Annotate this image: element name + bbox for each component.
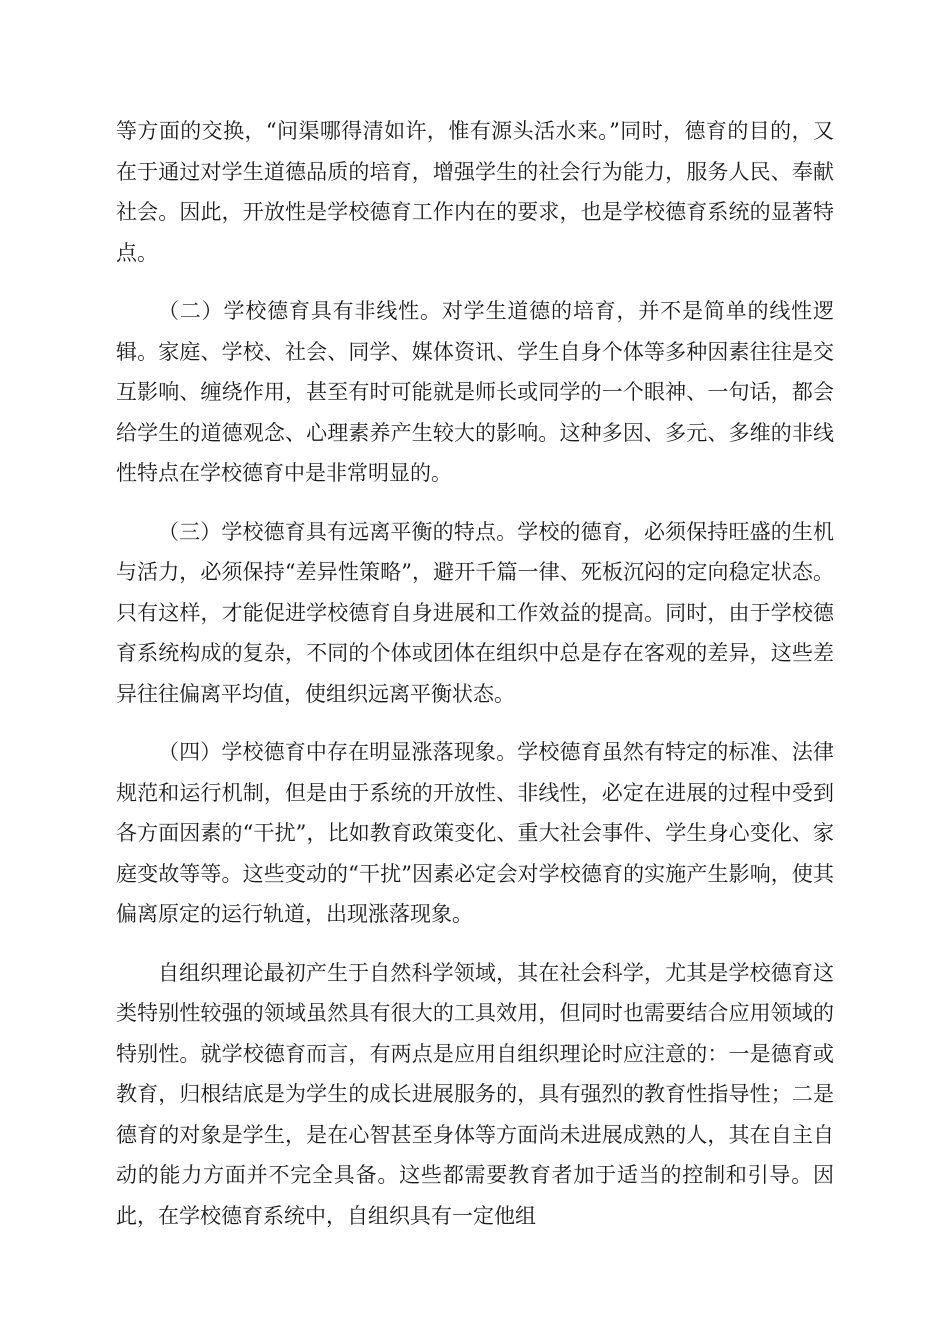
paragraph-5: 自组织理论最初产生于自然科学领域，其在社会科学，尤其是学校德育这类特别性较强的领域虽然具有很大的工具效用，但同时也需要结合应用领域的特别性。就学校德育而言，有两点是应用自组织理论时应注意的：一是德育或教育，归根结底是为学生的成长进展服务的，具有强烈的教育性指导性；二是德育的对象是学生，是在心智甚至身体等方面尚未进展成熟的人，其在自主自动的能力方面并不完全具备。这些都需要教育者加于适当的控制和引导。因此，在学校德育系统中，自组织具有一定他组	[116, 960, 834, 1228]
paragraph-4: （四）学校德育中存在明显涨落现象。学校德育虽然有特定的标准、法律规范和运行机制，但是由于系统的开放性、非线性，必定在进展的过程中受到各方面因素的“干扰”，比如教育政策变化、重大社会事件、学生身心变化、家庭变故等等。这些变动的“干扰”因素必定会对学校德育的实施产生影响，使其偏离原定的运行轨道，出现涨落现象。	[116, 740, 834, 926]
document-body	[116, 111, 834, 1236]
paragraph-1: 等方面的交换，“问渠哪得清如许，惟有源头活水来。”同时，德育的目的，又在于通过对学生道德品质的培育，增强学生的社会行为能力，服务人民、奉献社会。因此，开放性是学校德育工作内在的要求，也是学校德育系统的显著特点。	[116, 119, 834, 265]
paragraph-3: （三）学校德育具有远离平衡的特点。学校的德育，必须保持旺盛的生机与活力，必须保持“差异性策略”，避开千篇一律、死板沉闷的定向稳定状态。只有这样，才能促进学校德育自身进展和工作效益的提高。同时，由于学校德育系统构成的复杂，不同的个体或团体在组织中总是存在客观的差异，这些差异往往偏离平均值，使组织远离平衡状态。	[116, 519, 834, 706]
paragraph-2: （二）学校德育具有非线性。对学生道德的培育，并不是简单的线性逻辑。家庭、学校、社会、同学、媒体资讯、学生自身个体等多种因素往往是交互影响、缠绕作用，甚至有时可能就是师长或同学的一个眼神、一句话，都会给学生的道德观念、心理素养产生较大的影响。这种多因、多元、多维的非线性特点在学校德育中是非常明显的。	[116, 299, 834, 485]
